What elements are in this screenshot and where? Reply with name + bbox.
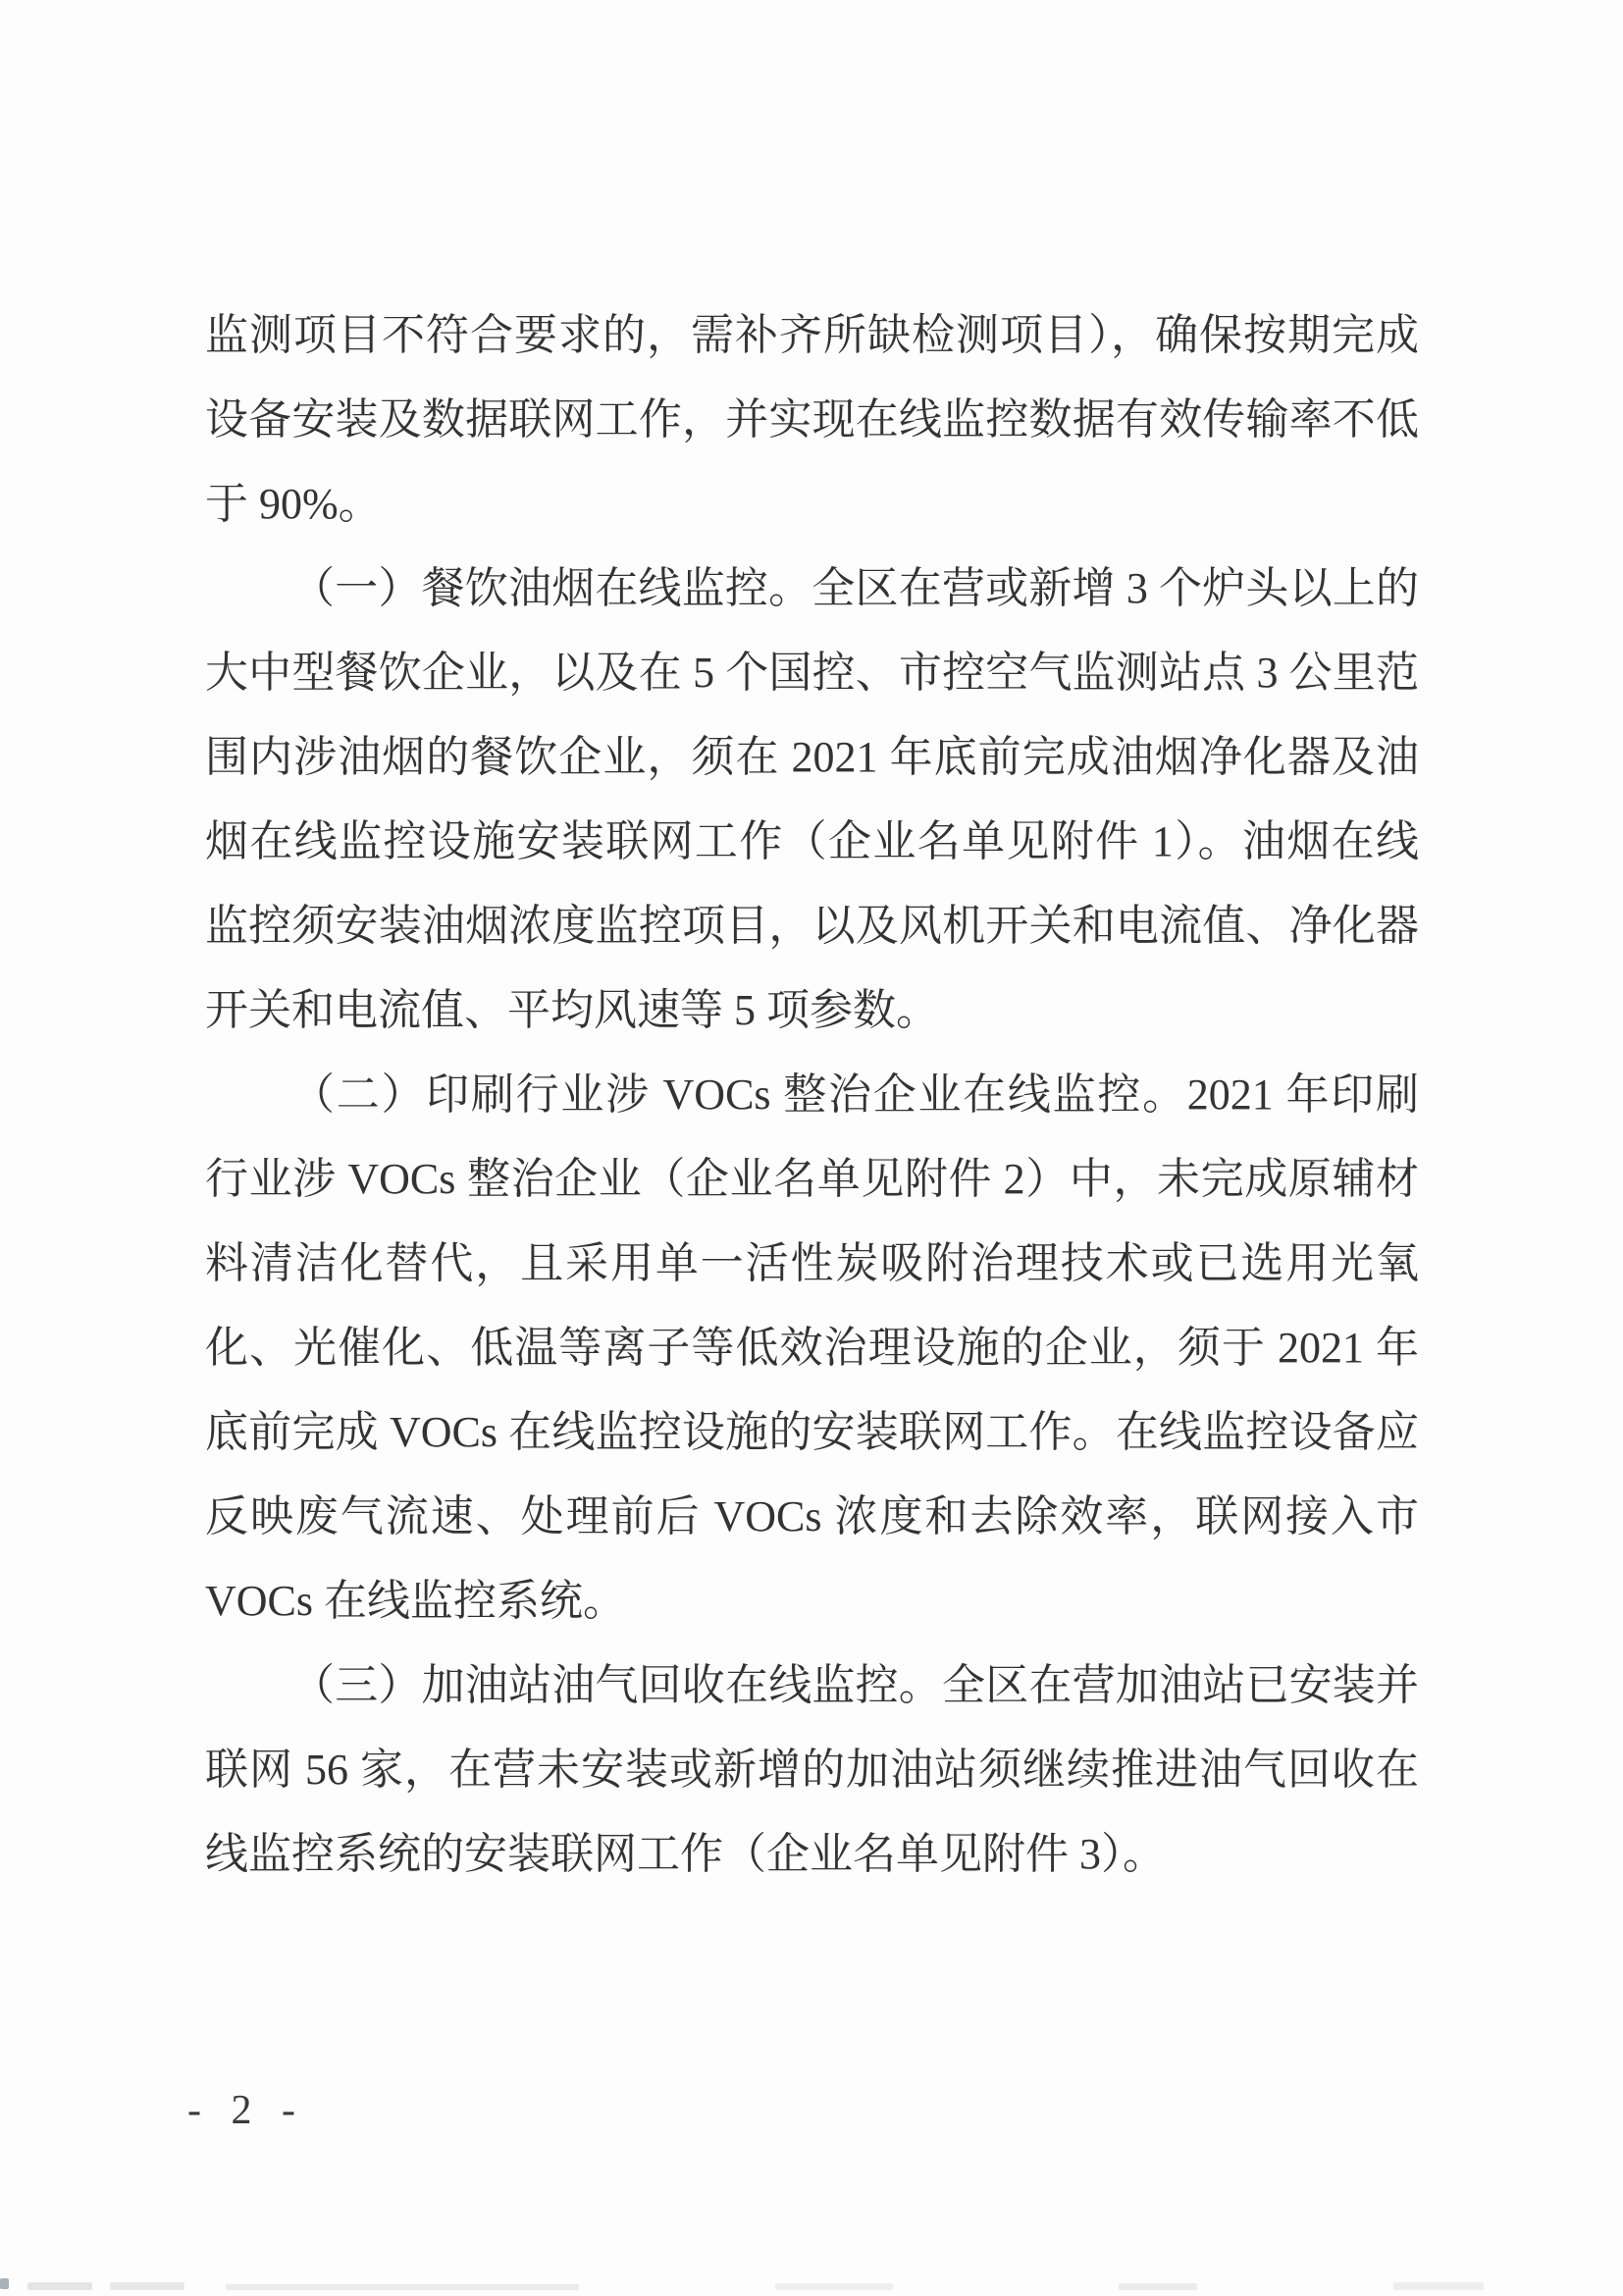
text-line: 开关和电流值、平均风速等 5 项参数。	[205, 986, 939, 1034]
scan-artifact	[1119, 2283, 1197, 2290]
text-line: 大中型餐饮企业，以及在 5 个国控、市控空气监测站点 3 公里范	[205, 649, 1419, 697]
text-line: 底前完成 VOCs 在线监控设施的安装联网工作。在线监控设备应	[205, 1408, 1419, 1456]
scan-artifact	[1393, 2282, 1484, 2290]
text-line: 行业涉 VOCs 整治企业（企业名单见附件 2）中，未完成原辅材	[205, 1155, 1419, 1203]
text-line: 反映废气流速、处理前后 VOCs 浓度和去除效率，联网接入市	[205, 1492, 1419, 1540]
text-line: 监测项目不符合要求的，需补齐所缺检测项目），确保按期完成	[205, 311, 1419, 359]
document-body	[205, 293, 1419, 1897]
text-line: （三）加油站油气回收在线监控。全区在营加油站已安装并	[291, 1661, 1419, 1709]
scan-artifact	[110, 2282, 184, 2290]
text-line: 联网 56 家，在营未安装或新增的加油站须继续推进油气回收在	[205, 1746, 1419, 1794]
page-number: - 2 -	[187, 2088, 301, 2133]
scan-artifact	[775, 2283, 893, 2290]
text-line: 烟在线监控设施安装联网工作（企业名单见附件 1）。油烟在线	[205, 817, 1419, 865]
text-line: 设备安装及数据联网工作，并实现在线监控数据有效传输率不低	[205, 395, 1419, 444]
scan-artifact	[0, 2278, 9, 2289]
text-line: 监控须安装油烟浓度监控项目，以及风机开关和电流值、净化器	[205, 902, 1419, 950]
text-line: VOCs 在线监控系统。	[205, 1577, 627, 1625]
text-line: 化、光催化、低温等离子等低效治理设施的企业，须于 2021 年	[205, 1324, 1419, 1372]
text-line: 料清洁化替代，且采用单一活性炭吸附治理技术或已选用光氧	[205, 1239, 1419, 1287]
text-line: 线监控系统的安装联网工作（企业名单见附件 3）。	[205, 1830, 1166, 1878]
text-line: 围内涉油烟的餐饮企业，须在 2021 年底前完成油烟净化器及油	[205, 733, 1419, 781]
text-line: 于 90%。	[205, 480, 382, 528]
text-line: （一）餐饮油烟在线监控。全区在营或新增 3 个炉头以上的	[291, 564, 1419, 612]
text-line: （二）印刷行业涉 VOCs 整治企业在线监控。2021 年印刷	[291, 1070, 1419, 1119]
scan-artifact	[226, 2284, 579, 2290]
scan-artifact	[27, 2282, 92, 2290]
